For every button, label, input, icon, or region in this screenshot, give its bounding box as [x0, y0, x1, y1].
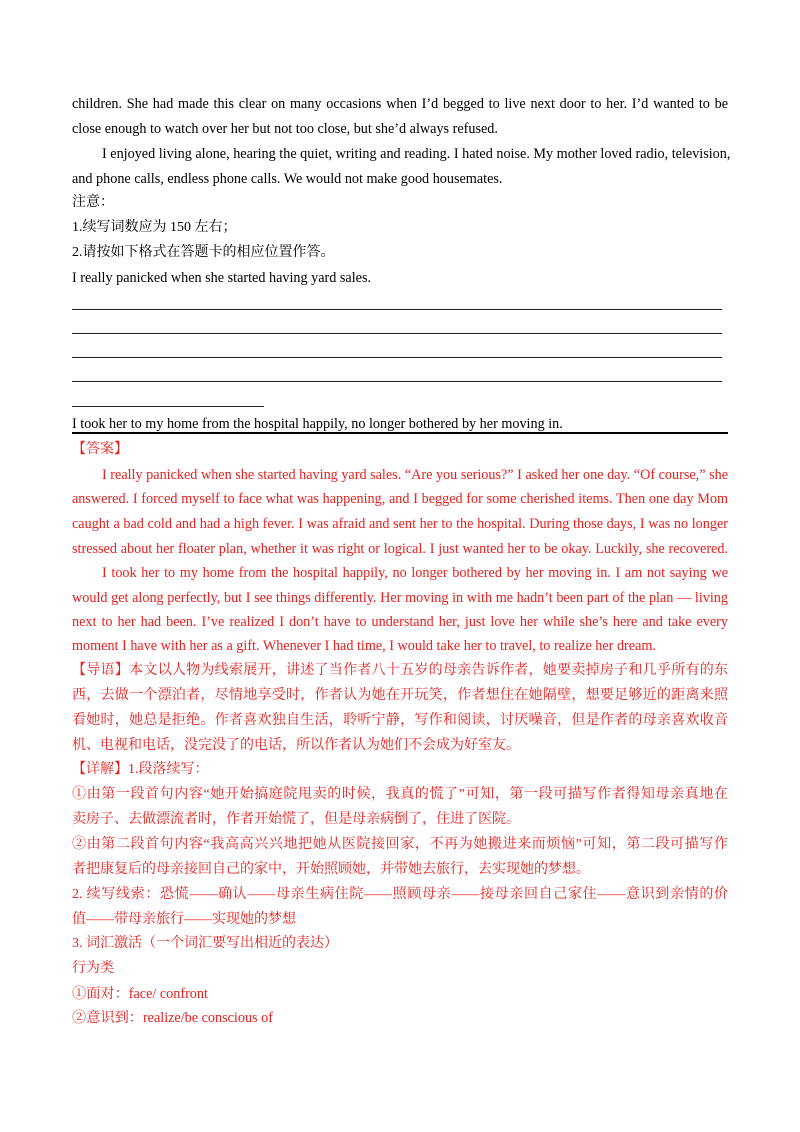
answer-line: stressed about her floater plan, whether it was right or logical. I just wanted her to be okay. Luckily, she recovered. [72, 541, 728, 557]
guide-text: 本文以人物为线索展开，讲述了当作者八十五岁的母亲告诉作者，她要卖掉房子和几乎所有的东 [129, 663, 729, 678]
prompt-sentence-1: I really panicked when she started having yard sales. [72, 270, 372, 286]
answer-line: caught a bad cold and had a high fever. I was afraid and sent her to the hospital. During those days, I was no longer [72, 516, 728, 532]
answer-line: next to her had been. I’ve realized I don’t have to understand her, just love her while she’s here and take every [72, 614, 728, 630]
answer-line: would get along perfectly, but I see things differently. Her moving in with me hadn’t been part of the plan — living [72, 590, 728, 606]
guide-line: 看她时，她总是拒绝。作者喜欢独自生活，聆听宁静，写作和阅读，讨厌噪音，但是作者的母亲喜欢收音 [72, 713, 728, 728]
passage-line: I enjoyed living alone, hearing the quiet, writing and reading. I hated noise. My mother loved radio, television, [102, 146, 731, 162]
detail-line: 值——带母亲旅行——实现她的梦想 [72, 912, 296, 927]
notes-item: 2.请按如下格式在答题卡的相应位置作答。 [72, 245, 335, 260]
answer-line: answered. I forced myself to face what was happening, and I begged for some cherished items. Then one day Mom [72, 491, 728, 507]
guide-line [72, 661, 728, 681]
notes-heading: 注意： [72, 195, 114, 210]
writing-line [72, 333, 722, 334]
answer-line: I really panicked when she started having yard sales. “Are you serious?” I asked her one day. “Of course,” she [102, 467, 728, 483]
detail-label: 【详解】 [72, 762, 128, 777]
writing-line [72, 309, 722, 310]
detail-heading: 1.段落续写： [128, 762, 209, 777]
guide-line: 机、电视和电话，没完没了的电话，所以作者认为她们不会成为好室友。 [72, 738, 520, 753]
writing-line [72, 406, 264, 407]
detail-line: ①由第一段首句内容“她开始搞庭院甩卖的时候，我真的慌了”可知，第一段可描写作者得知母亲真地在 [72, 787, 728, 802]
answer-line: I took her to my home from the hospital happily, no longer bothered by her moving in. I am not saying we [102, 565, 728, 581]
detail-line: 卖房子、去做漂流者时，作者开始慌了，但是母亲病倒了，住进了医院。 [72, 812, 520, 827]
answer-label: 【答案】 [72, 442, 128, 457]
detail-line: 3. 词汇激活（一个词汇要写出相近的表达） [72, 936, 338, 951]
notes-item: 1.续写词数应为 150 左右； [72, 220, 237, 235]
detail-line [72, 760, 728, 780]
detail-line: ②意识到：realize/be conscious of [72, 1010, 273, 1026]
detail-line: 行为类 [72, 961, 114, 976]
passage-line: close enough to watch over her but not too close, but she’d always refused. [72, 121, 498, 137]
answer-line: moment I have with her as a gift. Whenever I had time, I would take her to travel, to realize her dream. [72, 638, 656, 654]
detail-line: 2. 续写线索：恐慌——确认——母亲生病住院——照顾母亲——接母亲回自己家住——意识到亲情的价 [72, 887, 728, 902]
section-divider [72, 432, 728, 434]
detail-line: 者把康复后的母亲接回自己的家中，开始照顾她，并带她去旅行，去实现她的梦想。 [72, 862, 590, 877]
guide-line: 西，去做一个漂泊者，尽情地享受时，作者认为她在开玩笑，作者想住在她隔壁，想要足够近的距离来照 [72, 688, 728, 703]
writing-line [72, 357, 722, 358]
detail-line: ①面对：face/ confront [72, 986, 208, 1002]
passage-line: and phone calls, endless phone calls. We would not make good housemates. [72, 171, 503, 187]
passage-line: children. She had made this clear on many occasions when I’d begged to live next door to her. I’d wanted to be [72, 96, 728, 112]
prompt-sentence-2: I took her to my home from the hospital happily, no longer bothered by her moving in. [72, 416, 563, 432]
detail-line: ②由第二段首句内容“我高高兴兴地把她从医院接回家，不再为她搬进来而烦恼”可知，第二段可描写作 [72, 837, 728, 852]
writing-line [72, 381, 722, 382]
guide-label: 【导语】 [72, 663, 130, 678]
